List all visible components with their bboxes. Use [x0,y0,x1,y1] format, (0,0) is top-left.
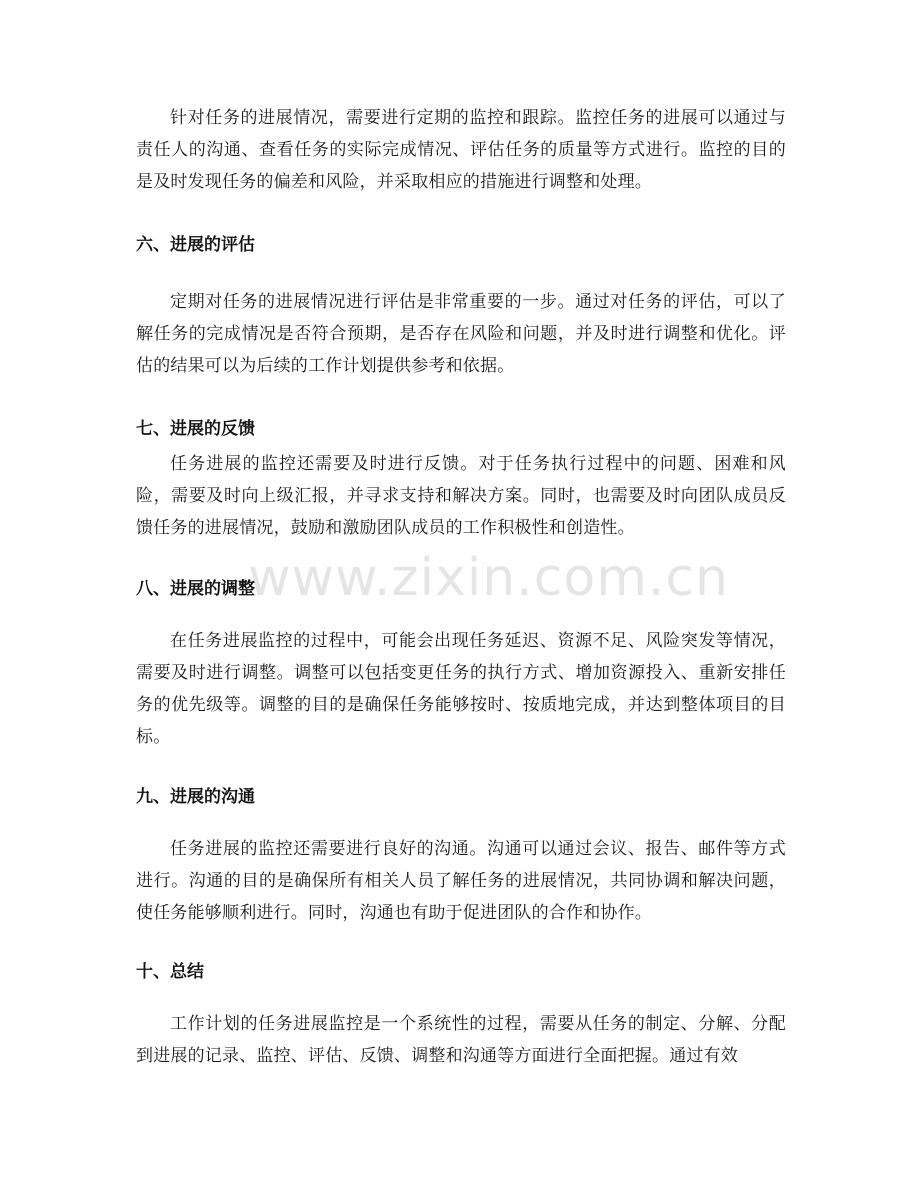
paragraph-monitoring: 针对任务的进展情况，需要进行定期的监控和跟踪。监控任务的进展可以通过与责任人的沟通、查看任务的实际完成情况、评估任务的质量等方式进行。监控的目的是及时发现任务的偏差和风险，并采取相应的措施进行调整和处理。 [136,108,786,192]
paragraph-communication: 任务进展的监控还需要进行良好的沟通。沟通可以通过会议、报告、邮件等方式进行。沟通的目的是确保所有相关人员了解任务的进展情况，共同协调和解决问题，使任务能够顺利进行。同时，沟通也有助于促进团队的合作和协作。 [136,839,786,923]
paragraph-feedback: 任务进展的监控还需要及时进行反馈。对于任务执行过程中的问题、困难和风险，需要及时向上级汇报，并寻求支持和解决方案。同时，也需要及时向团队成员反馈任务的进展情况，鼓励和激励团队成员的工作积极性和创造性。 [136,454,786,538]
heading-section-10: 十、总结 [136,962,204,982]
heading-section-6: 六、进展的评估 [136,235,255,255]
heading-section-7: 七、进展的反馈 [136,419,255,439]
paragraph-adjustment: 在任务进展监控的过程中，可能会出现任务延迟、资源不足、风险突发等情况，需要及时进行调整。调整可以包括变更任务的执行方式、增加资源投入、重新安排任务的优先级等。调整的目的是确保任务能够按时、按质地完成，并达到整体项目的目标。 [136,631,786,747]
paragraph-summary: 工作计划的任务进展监控是一个系统性的过程，需要从任务的制定、分解、分配到进展的记录、监控、评估、反馈、调整和沟通等方面进行全面把握。通过有效 [136,1014,786,1066]
watermark-text: www.zixin.com.cn [248,548,729,608]
heading-section-8: 八、进展的调整 [136,579,255,599]
heading-section-9: 九、进展的沟通 [136,787,255,807]
paragraph-evaluation: 定期对任务的进展情况进行评估是非常重要的一步。通过对任务的评估，可以了解任务的完成情况是否符合预期，是否存在风险和问题，并及时进行调整和优化。评估的结果可以为后续的工作计划提供参考和依据。 [136,292,786,376]
